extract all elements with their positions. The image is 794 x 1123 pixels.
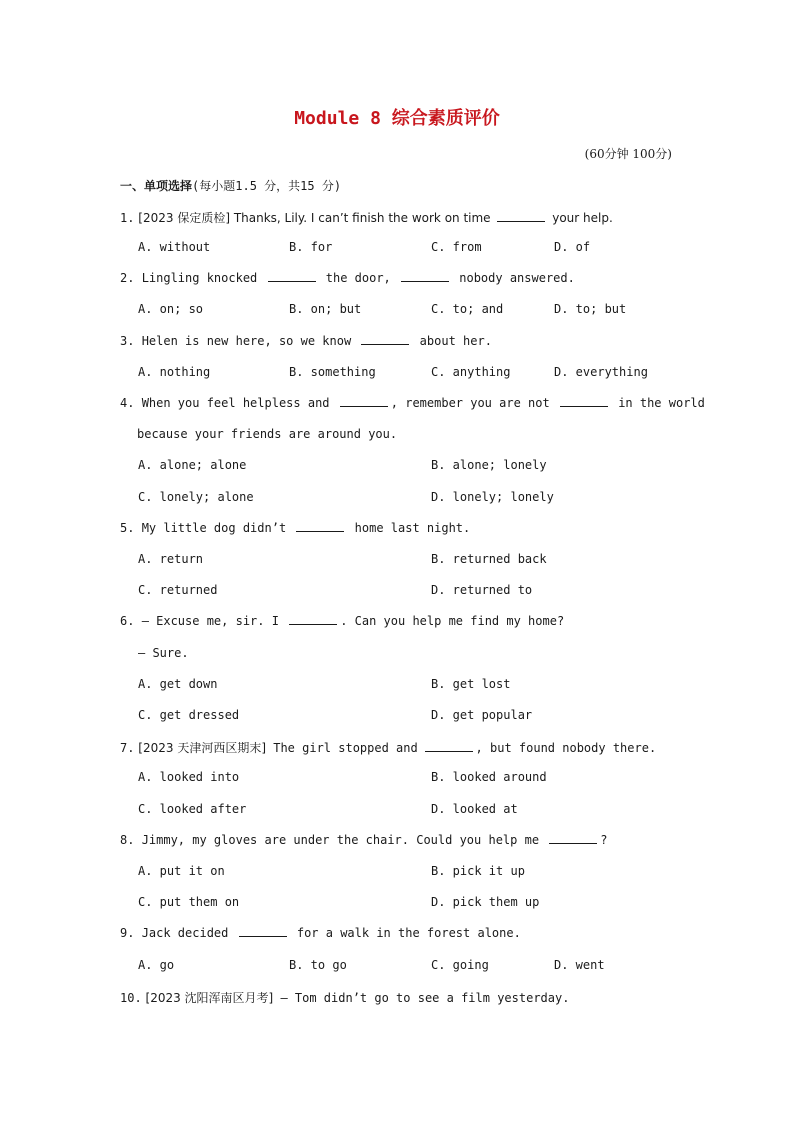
question-text: Jimmy, my gloves are under the chair. Could you help me (141, 833, 540, 847)
option-c: C. returned (138, 583, 218, 597)
option-b: B. something (289, 365, 376, 379)
page-title (0, 104, 794, 130)
section-instructions: (每小题1.5 分，共15 分) (192, 179, 342, 193)
option-d: D. went (554, 958, 605, 972)
question-number: 8. (120, 833, 135, 847)
question-text: When you feel helpless and (141, 396, 330, 410)
title-en: Module 8 (294, 108, 392, 129)
question-source: [2023 保定质检] (138, 211, 230, 225)
section-label: 一、单项选择 (120, 179, 193, 193)
option-c: C. to; and (431, 302, 504, 316)
option-a: A. return (138, 552, 204, 566)
option-b: B. returned back (431, 552, 547, 566)
question-text: ? (600, 833, 608, 847)
question-text: your help. (552, 211, 613, 225)
option-c: C. lonely; alone (138, 490, 254, 504)
option-a: A. go (138, 958, 175, 972)
question-text: Jack decided (141, 926, 229, 940)
question-number: 1. (120, 211, 135, 225)
option-d: D. everything (554, 365, 648, 379)
question-8 (120, 833, 608, 847)
title-cn: 综合素质评价 (391, 108, 500, 129)
answer-blank (289, 614, 337, 625)
question-text: , but found nobody there. (475, 741, 657, 755)
question-text: home last night. (354, 521, 471, 535)
option-b: B. for (289, 240, 333, 254)
option-a: A. alone; alone (138, 458, 247, 472)
question-text: , remember you are not (390, 396, 550, 410)
question-text: Lingling knocked (141, 271, 258, 285)
option-d: D. returned to (431, 583, 533, 597)
option-b: B. alone; lonely (431, 458, 547, 472)
answer-blank (425, 741, 473, 752)
option-d: D. get popular (431, 708, 533, 722)
option-d: D. to; but (554, 302, 627, 316)
question-number: 10. (120, 991, 142, 1005)
question-number: 7. (120, 741, 135, 755)
question-4-continued: because your friends are around you. (137, 427, 398, 441)
question-source: [2023 沈阳浑南区月考] (145, 991, 274, 1005)
option-c: C. from (431, 240, 482, 254)
question-4 (120, 396, 705, 410)
question-6-reply: — Sure. (138, 646, 189, 660)
question-number: 3. (120, 334, 135, 348)
question-1 (120, 209, 613, 226)
answer-blank (549, 833, 597, 844)
question-text: the door, (325, 271, 391, 285)
option-c: C. put them on (138, 895, 240, 909)
question-text: My little dog didn’t (141, 521, 287, 535)
section-heading (120, 177, 341, 194)
answer-blank (268, 271, 316, 282)
option-c: C. anything (431, 365, 511, 379)
option-b: B. looked around (431, 770, 547, 784)
question-6 (120, 614, 564, 628)
option-a: A. looked into (138, 770, 240, 784)
question-number: 4. (120, 396, 135, 410)
question-text: — Excuse me, sir. I (141, 614, 279, 628)
option-d: D. of (554, 240, 591, 254)
option-b: B. to go (289, 958, 347, 972)
question-9 (120, 926, 521, 940)
question-text: The girl stopped and (266, 741, 418, 755)
answer-blank (497, 211, 545, 222)
option-c: C. looked after (138, 802, 247, 816)
option-b: B. on; but (289, 302, 362, 316)
option-a: A. on; so (138, 302, 204, 316)
question-text: in the world (618, 396, 705, 410)
option-b: B. pick it up (431, 864, 525, 878)
question-number: 5. (120, 521, 135, 535)
question-10 (120, 989, 569, 1006)
option-d: D. looked at (431, 802, 518, 816)
option-a: A. nothing (138, 365, 211, 379)
option-d: D. pick them up (431, 895, 540, 909)
question-text: Thanks, Lily. I can’t finish the work on time (230, 211, 491, 225)
question-text: . Can you help me find my home? (340, 614, 565, 628)
option-d: D. lonely; lonely (431, 490, 554, 504)
option-a: A. put it on (138, 864, 225, 878)
answer-blank (239, 926, 287, 937)
answer-blank (340, 396, 388, 407)
answer-blank (401, 271, 449, 282)
time-score-note: (60分钟 100分) (584, 147, 672, 161)
question-text: nobody answered. (459, 271, 575, 285)
option-c: C. get dressed (138, 708, 240, 722)
question-text: for a walk in the forest alone. (296, 926, 521, 940)
question-text: — Tom didn’t go to see a film yesterday. (273, 991, 570, 1005)
question-5 (120, 521, 470, 535)
option-a: A. without (138, 240, 211, 254)
answer-blank (296, 521, 344, 532)
question-text: Helen is new here, so we know (141, 334, 352, 348)
question-number: 2. (120, 271, 135, 285)
question-number: 6. (120, 614, 135, 628)
answer-blank (560, 396, 608, 407)
option-c: C. going (431, 958, 489, 972)
question-2 (120, 271, 575, 285)
question-number: 9. (120, 926, 135, 940)
question-3 (120, 334, 492, 348)
option-b: B. get lost (431, 677, 511, 691)
question-source: [2023 天津河西区期末] (138, 741, 266, 755)
question-7 (120, 739, 656, 756)
question-text: about her. (419, 334, 492, 348)
option-a: A. get down (138, 677, 218, 691)
answer-blank (361, 334, 409, 345)
